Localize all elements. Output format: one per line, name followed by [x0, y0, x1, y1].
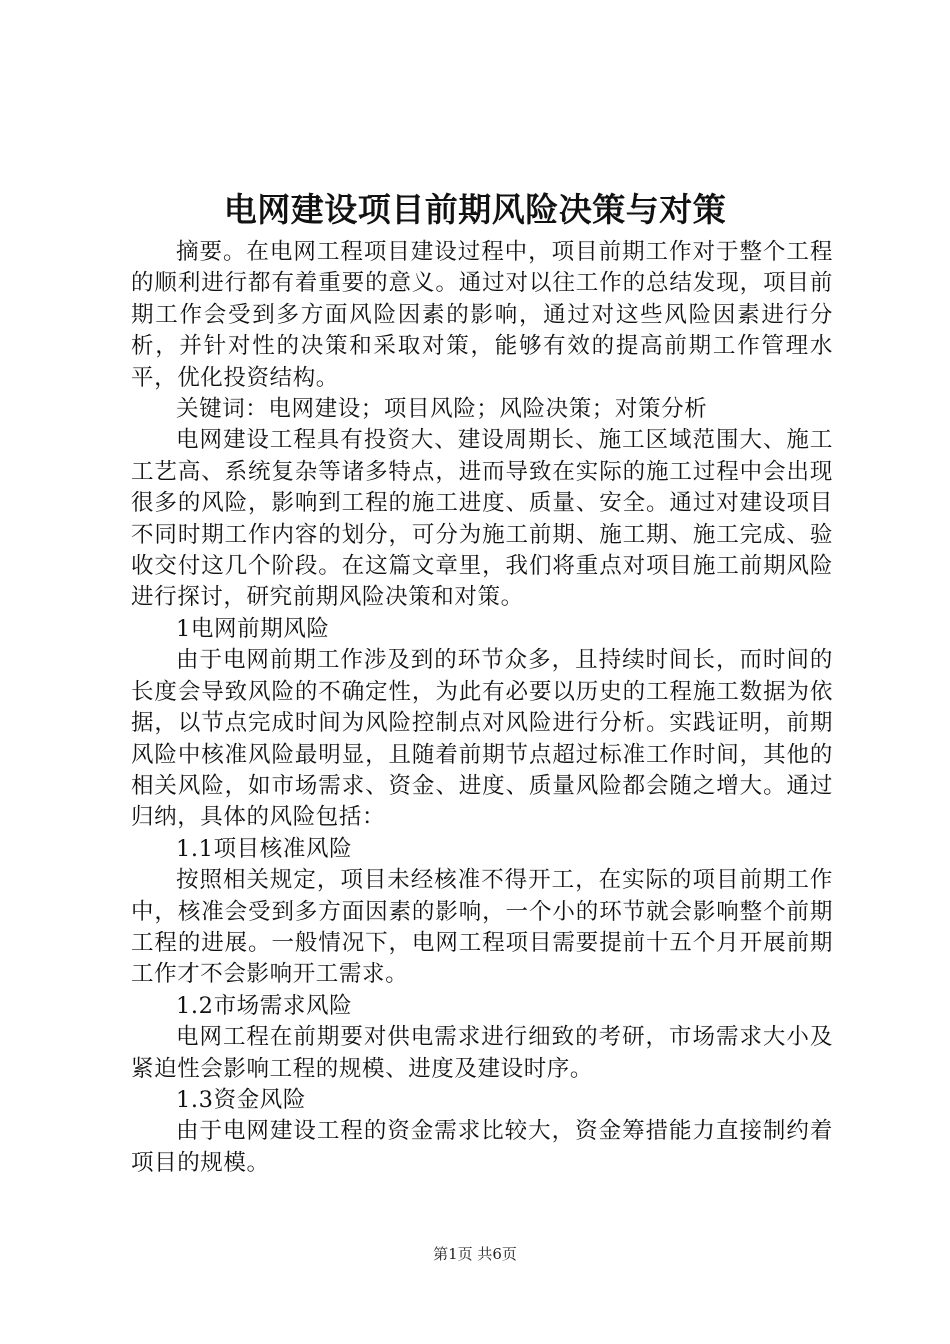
section-1-paragraph: 由于电网前期工作涉及到的环节众多，且持续时间长，而时间的长度会导致风险的不确定性，为此有必要以历史的工程施工数据为依据，以节点完成时间为风险控制点对风险进行分析。实践证明，前期风险中核准风险最明显，且随着前期节点超过标准工作时间，其他的相关风险，如市场需求、资金、进度、质量风险都会随之增大。通过归纳，具体的风险包括： [131, 647, 833, 831]
section-heading-1: 1电网前期风险 [176, 615, 330, 642]
section-heading-1-3: 1.3资金风险 [176, 1086, 306, 1113]
section-heading-1-1: 1.1项目核准风险 [176, 835, 353, 862]
document-title: 电网建设项目前期风险决策与对策 [223, 190, 727, 229]
intro-paragraph: 电网建设工程具有投资大、建设周期长、施工区域范围大、施工工艺高、系统复杂等诸多特点，进而导致在实际的施工过程中会出现很多的风险，影响到工程的施工进度、质量、安全。通过对建设项目不同时期工作内容的划分，可分为施工前期、施工期、施工完成、验收交付这几个阶段。在这篇文章里，我们将重点对项目施工前期风险进行探讨，研究前期风险决策和对策。 [131, 427, 833, 611]
section-1-2-paragraph: 电网工程在前期要对供电需求进行细致的考研，市场需求大小及紧迫性会影响工程的规模、进度及建设时序。 [131, 1024, 833, 1082]
abstract-paragraph: 摘要。在电网工程项目建设过程中，项目前期工作对于整个工程的顺利进行都有着重要的意义。通过对以往工作的总结发现，项目前期工作会受到多方面风险因素的影响，通过对这些风险因素进行分析，并针对性的决策和采取对策，能够有效的提高前期工作管理水平，优化投资结构。 [131, 239, 833, 391]
keywords-line: 关键词：电网建设；项目风险；风险决策；对策分析 [176, 396, 708, 423]
section-1-3-paragraph: 由于电网建设工程的资金需求比较大，资金筹措能力直接制约着项目的规模。 [131, 1118, 833, 1176]
page-number-footer: 第1页 共6页 [433, 1245, 517, 1263]
section-heading-1-2: 1.2市场需求风险 [176, 992, 353, 1019]
section-1-1-paragraph: 按照相关规定，项目未经核准不得开工，在实际的项目前期工作中，核准会受到多方面因素的影响，一个小的环节就会影响整个前期工程的进展。一般情况下，电网工程项目需要提前十五个月开展前期工作才不会影响开工需求。 [131, 867, 833, 988]
document-body [131, 237, 833, 1179]
